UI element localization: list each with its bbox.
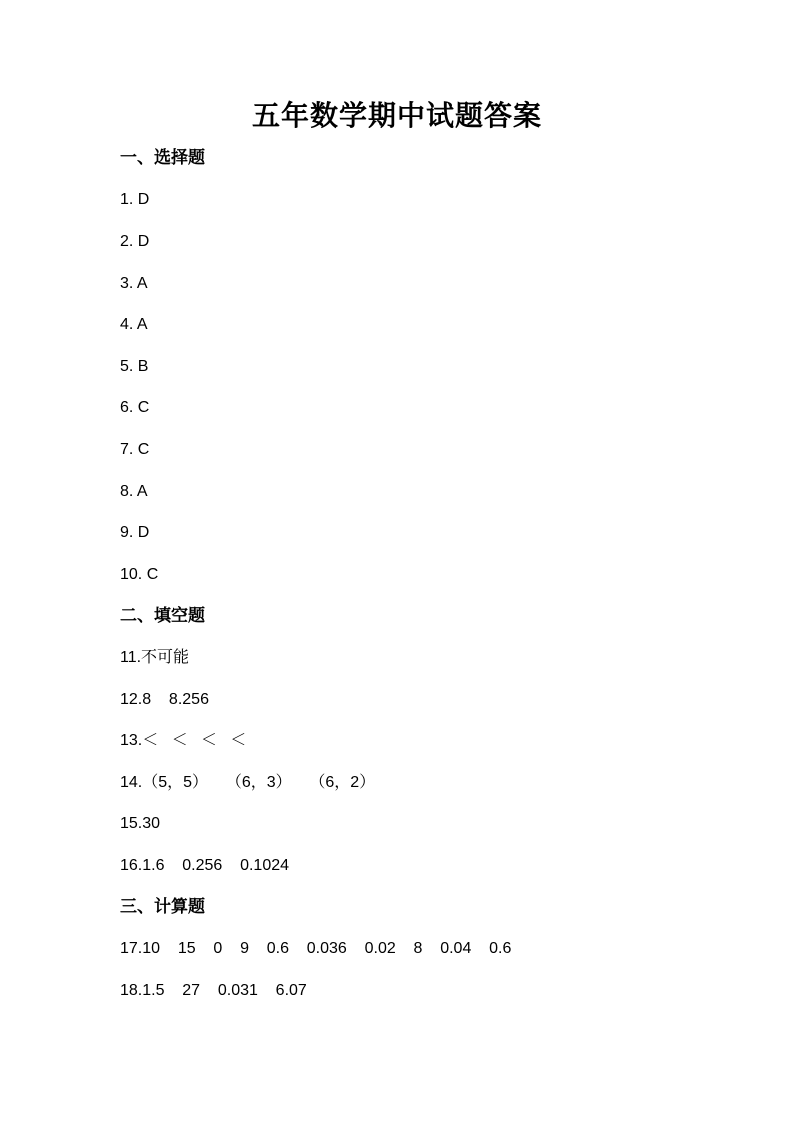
answer-line: 17.10 15 0 9 0.6 0.036 0.02 8 0.04 0.6 (120, 940, 512, 957)
section-heading-choice: 一、选择题 (120, 148, 205, 167)
answer-line: 7. C (120, 441, 150, 458)
answer-line: 14.（5，5） （6，3） （6，2） (120, 774, 376, 791)
answer-line: 12.8 8.256 (120, 691, 209, 708)
answer-line: 16.1.6 0.256 0.1024 (120, 857, 290, 874)
answer-line: 15.30 (120, 815, 161, 832)
page-title: 五年数学期中试题答案 (251, 99, 542, 132)
answer-line: 2. D (120, 233, 150, 250)
answer-line: 5. B (120, 358, 149, 375)
section-heading-calculation: 三、计算题 (120, 897, 205, 916)
section-heading-fill-in: 二、填空题 (120, 606, 205, 625)
answer-line: 9. D (120, 524, 150, 541)
answer-line: 8. A (120, 483, 148, 500)
answer-line: 10. C (120, 566, 159, 583)
answer-line: 13.＜ ＜ ＜ ＜ (120, 732, 247, 749)
answer-line: 3. A (120, 275, 148, 292)
answer-line: 6. C (120, 399, 150, 416)
answer-line: 4. A (120, 316, 148, 333)
answer-line: 11.不可能 (120, 649, 190, 666)
answer-line: 1. D (120, 191, 150, 208)
answer-line: 18.1.5 27 0.031 6.07 (120, 982, 307, 999)
